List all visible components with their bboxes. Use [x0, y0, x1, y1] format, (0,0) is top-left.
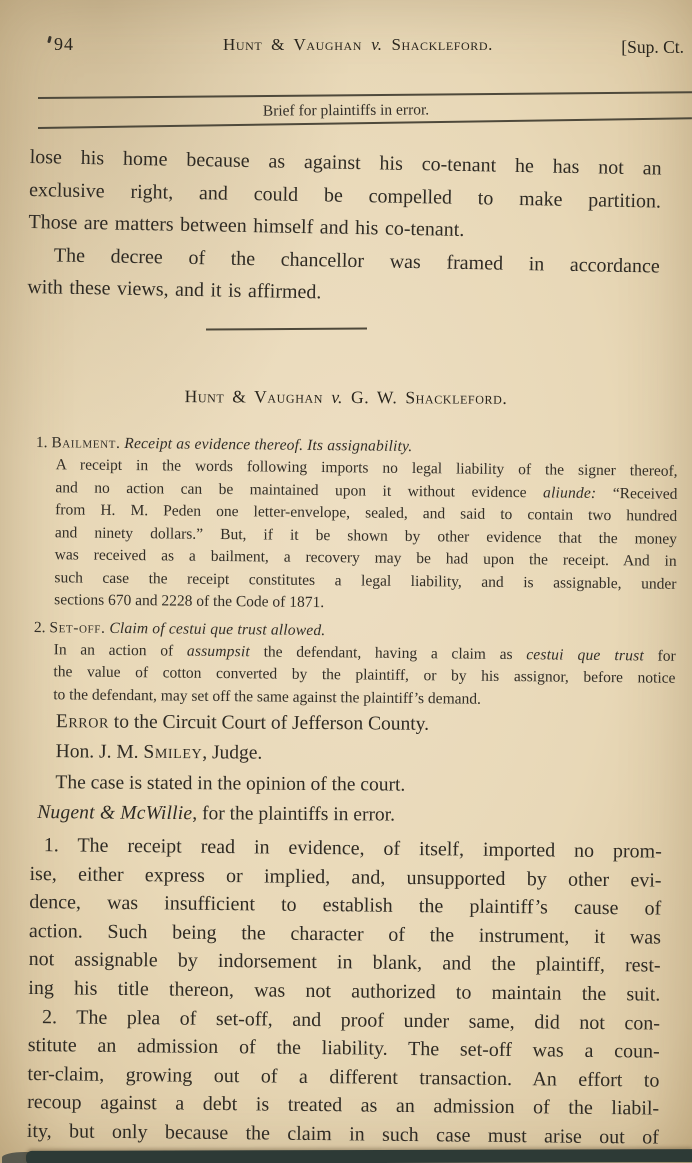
text-line: and ninety dollars.” But, if it be shown by other evidence that the money: [54, 523, 677, 548]
text-line: ise, either express or implied, and, unsupported by other evi-: [29, 862, 662, 892]
proceedings-section: [29, 707, 662, 833]
text-line: to the defendant, may set off the same against the plaintiff’s demand.: [53, 685, 482, 708]
text-line: 2. The plea of set-off, and proof under same, did not con-: [41, 1005, 661, 1035]
counsel-line: Nugent & McWillie, for the plaintiffs in error.: [37, 801, 396, 826]
text-line: ing his title thereon, was not authorized to maintain the suit.: [28, 976, 661, 1006]
text-line: The decree of the chancellor was framed in accordance: [53, 243, 661, 278]
text-line: In an action of assumpsit the defendant, having a claim as cestui que trust for: [53, 640, 676, 665]
text-line: and no action can be maintained upon it without evidence aliunde: “Received: [55, 478, 678, 503]
argument-section: [27, 831, 662, 1152]
text-line: ity, but only because the claim in such case must arise out of: [26, 1119, 659, 1149]
text-line: sections 670 and 2228 of the Code of 1871.: [54, 591, 325, 612]
text-line: such case the receipt constitutes a legal liability, and is assignable, under: [54, 568, 677, 593]
text-line: dence, was insufficient to establish the plaintiff’s cause of: [29, 891, 662, 920]
text-line: exclusive right, and could be compelled to make partition.: [28, 178, 662, 213]
text-line: lose his home because as against his co-tenant he has not an: [29, 145, 662, 180]
text-line: action. Such being the character of the instrument, it was: [28, 919, 662, 949]
text-line: Those are matters between himself and his co-tenant.: [28, 210, 465, 241]
court-label: [Sup. Ct.: [621, 37, 684, 57]
text-line: was received as a bailment, a recovery may be had upon the receipt. And in: [54, 546, 677, 570]
text-line: recoup against a debt is treated as an admission of the liabil-: [27, 1091, 660, 1120]
argument-paragraph-2: [27, 1003, 660, 1153]
text-line: the value of cotton converted by the plaintiff, or by his assignor, before notice: [53, 663, 676, 687]
error-line: Error to the Circuit Court of Jefferson County.: [55, 711, 430, 735]
opinion-paragraph-2: [27, 238, 660, 315]
opinion-paragraph-1: [28, 141, 662, 250]
headnote-1-label: 1. Bailment. Receipt as evidence thereof. Its assignability.: [35, 434, 413, 456]
text-line: from H. M. Peden one letter-envelope, sealed, and said to contain two hundred: [55, 501, 678, 525]
headnote-2-body: [53, 639, 676, 713]
page-number: 94: [54, 34, 74, 54]
text-line: stitute an admission of the liability. The set-off was a coun-: [27, 1034, 660, 1063]
scan-edge-bar: [26, 1149, 692, 1163]
text-line: A receipt in the words following imports no legal liability of the signer thereof,: [55, 456, 678, 480]
text-line: 1. The receipt read in evidence, of itself, imported no prom-: [43, 834, 662, 863]
section-divider: [206, 327, 367, 330]
headnote-2-label: 2. Set-off. Claim of cestui que trust allowed.: [33, 618, 326, 639]
prior-opinion-text: [27, 141, 662, 315]
case-stated-line: The case is stated in the opinion of the court.: [55, 771, 406, 796]
headnote-1-body: [54, 454, 678, 618]
header-rule-top: [38, 91, 692, 99]
text-line: ter-claim, growing out of a different transaction. An effort to: [27, 1062, 660, 1092]
argument-paragraph-1: [28, 831, 662, 1009]
text-line: with these views, and it is affirmed.: [27, 275, 322, 304]
headnotes-section: [27, 431, 678, 713]
running-head: [30, 34, 686, 60]
running-head-title: Hunt & Vaughan v. Shackleford.: [222, 35, 494, 54]
case-title: Hunt & Vaughan v. G. W. Shackleford.: [184, 386, 508, 408]
text-line: not assignable by indorsement in blank, and the plaintiff, rest-: [28, 948, 661, 977]
judge-line: Hon. J. M. Smiley, Judge.: [55, 741, 263, 764]
caption-brief: Brief for plaintiffs in error.: [262, 101, 430, 120]
